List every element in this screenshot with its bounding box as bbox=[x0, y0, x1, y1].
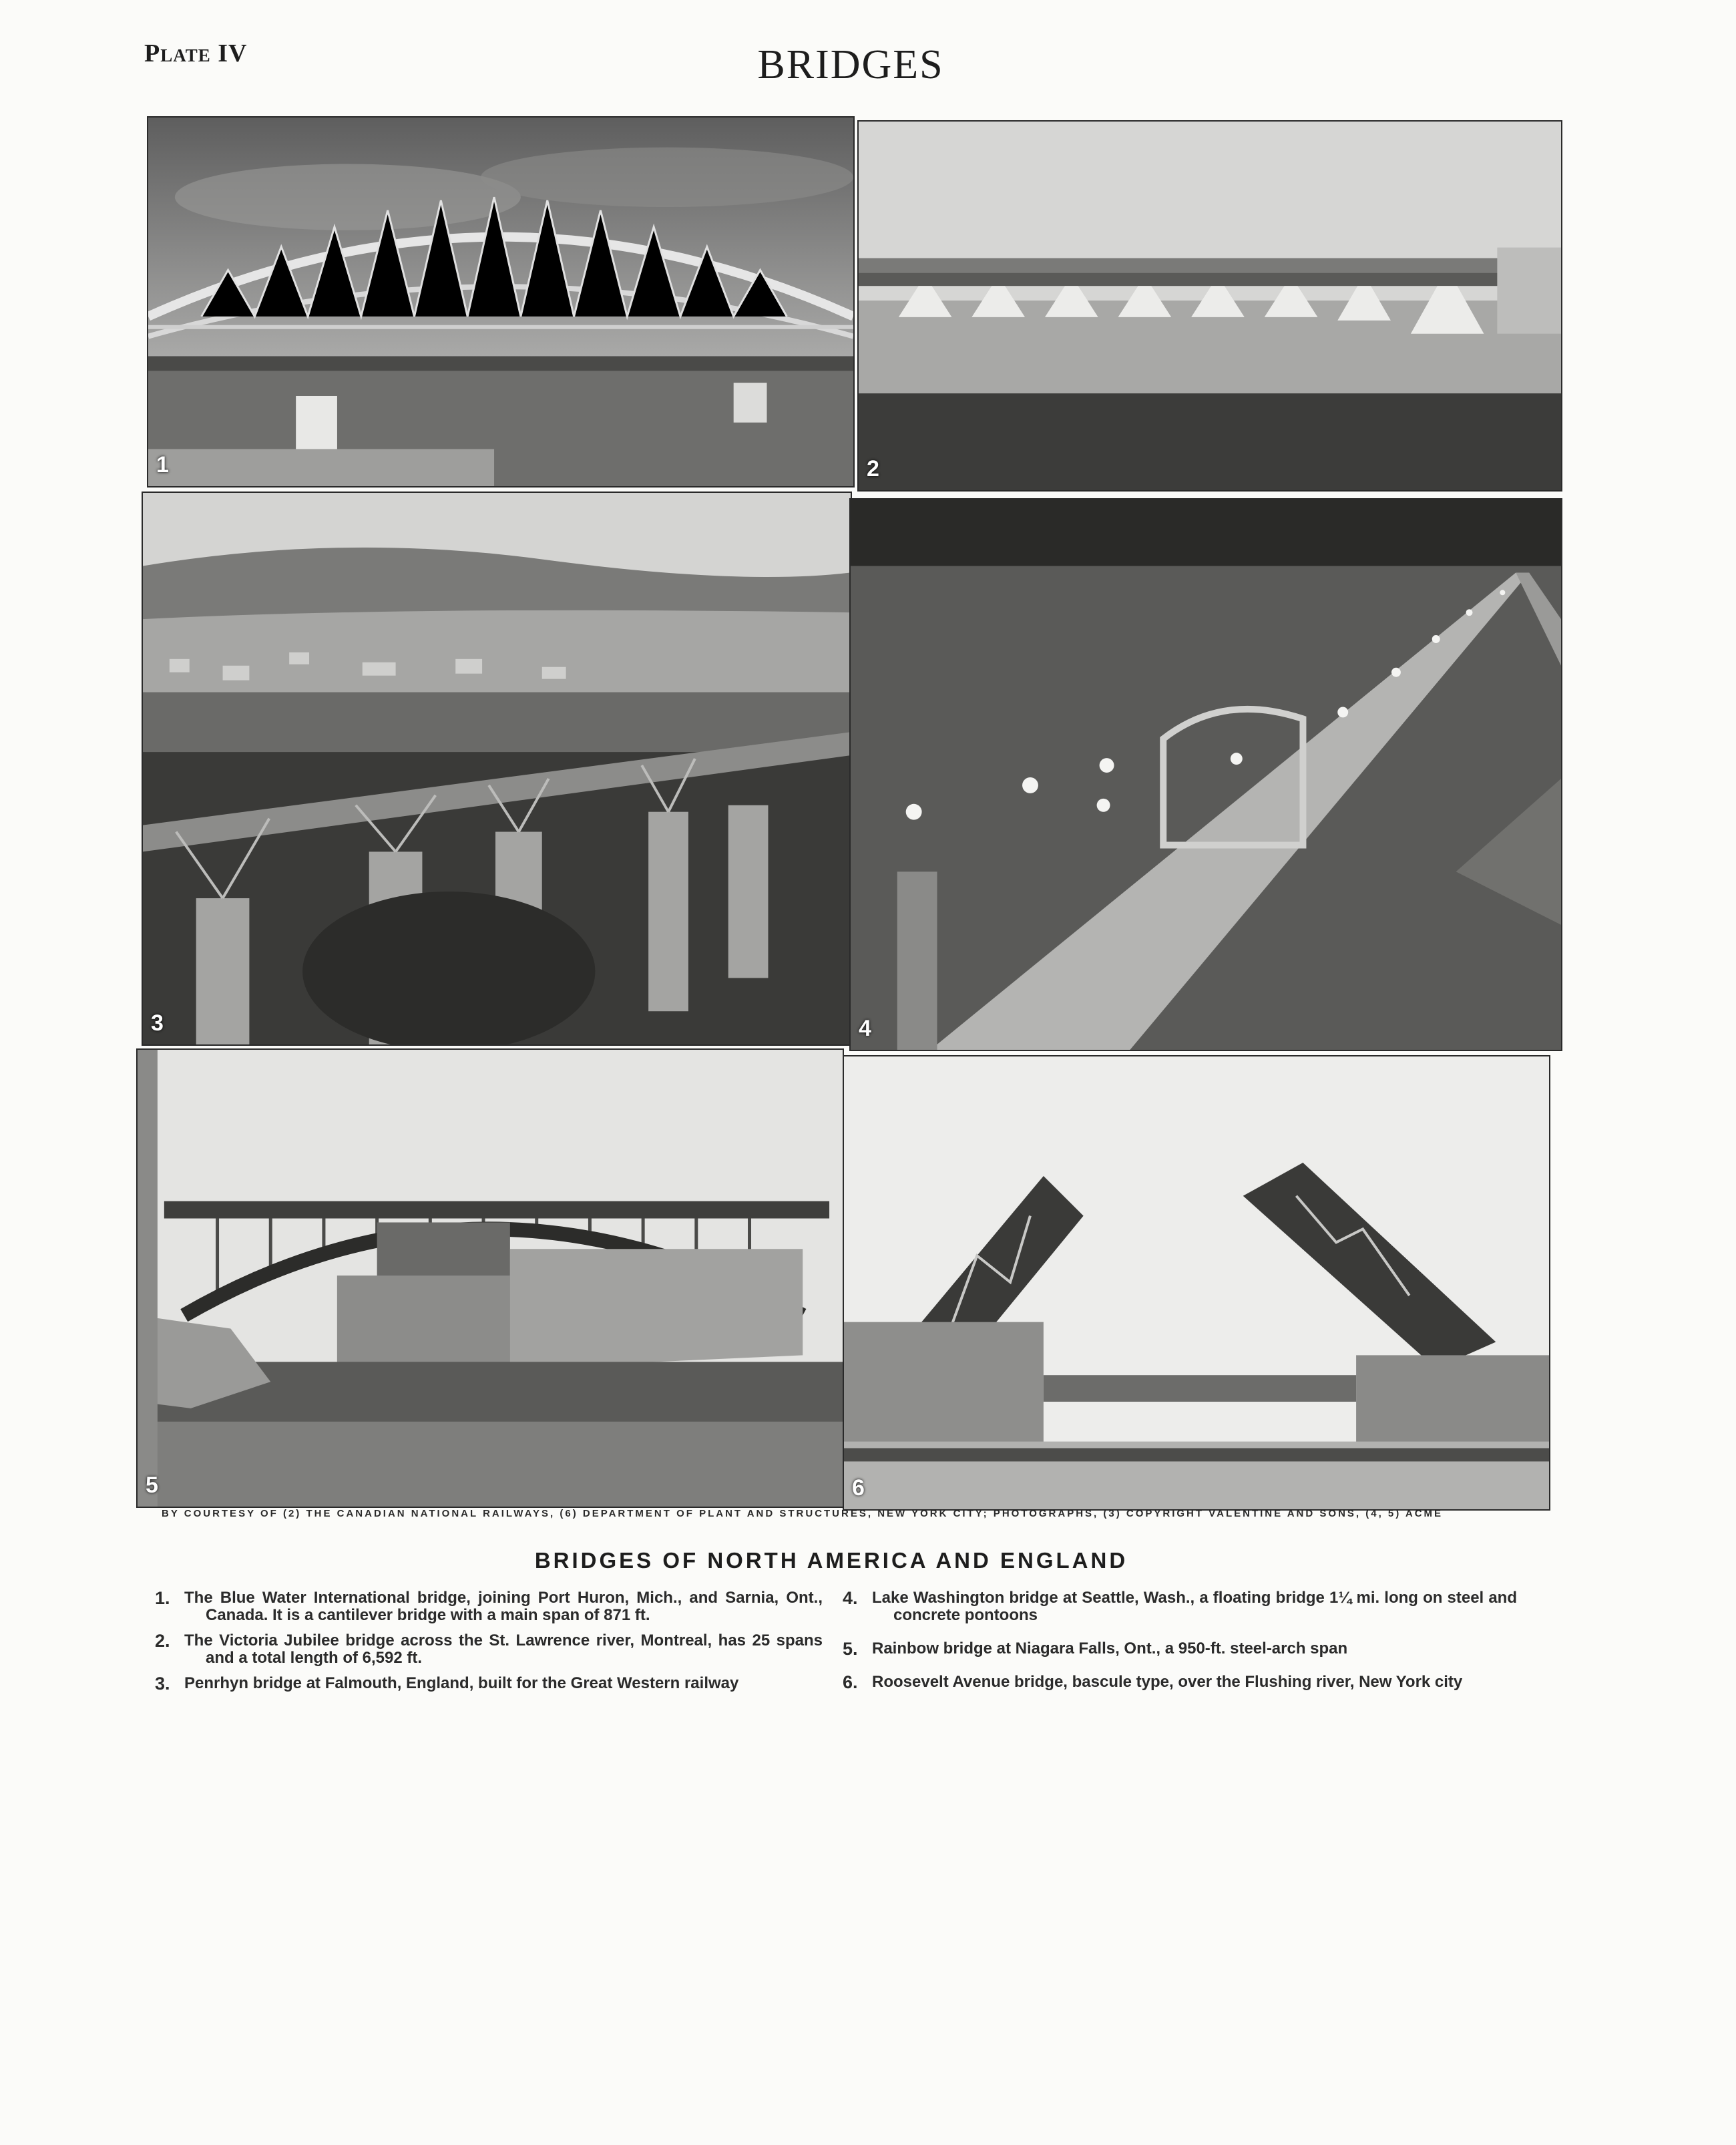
caption-number: 1. bbox=[155, 1588, 170, 1608]
caption-5 bbox=[843, 1640, 1517, 1658]
page-title: BRIDGES bbox=[757, 42, 944, 87]
photo-number: 4 bbox=[859, 1016, 871, 1041]
photo-number: 5 bbox=[146, 1473, 158, 1498]
caption-number: 4. bbox=[843, 1588, 858, 1608]
photo-number: 6 bbox=[852, 1475, 865, 1501]
caption-text: Penrhyn bridge at Falmouth, England, built for the Great Western railway bbox=[184, 1674, 739, 1692]
photo-2-victoria-jubilee-bridge bbox=[857, 120, 1562, 492]
caption-text: Lake Washington bridge at Seattle, Wash., a floating bridge 1¼ mi. long on steel and concrete pontoons bbox=[872, 1589, 1517, 1624]
photo-number: 1 bbox=[156, 452, 169, 477]
section-title: BRIDGES OF NORTH AMERICA AND ENGLAND bbox=[534, 1548, 1128, 1573]
photo-6-roosevelt-avenue-bridge bbox=[843, 1055, 1550, 1511]
caption-number: 3. bbox=[155, 1674, 170, 1694]
photo-number: 2 bbox=[867, 456, 879, 481]
caption-number: 6. bbox=[843, 1672, 858, 1692]
photo-5-rainbow-bridge bbox=[136, 1048, 844, 1508]
caption-text: The Victoria Jubilee bridge across the St. Lawrence river, Montreal, has 25 spans and a total length of 6,592 ft. bbox=[184, 1631, 823, 1667]
captions-left-column bbox=[155, 1589, 823, 1700]
caption-number: 2. bbox=[155, 1631, 170, 1651]
caption-text: Rainbow bridge at Niagara Falls, Ont., a 950-ft. steel-arch span bbox=[872, 1639, 1348, 1658]
photo-credits: BY COURTESY OF (2) THE CANADIAN NATIONAL RAILWAYS, (6) DEPARTMENT OF PLANT AND STRUCTURES, NEW YORK CITY; PHOTOGRAPHS, (3) COPYRIGHT VALENTINE AND SONS, (4, 5) ACME bbox=[162, 1508, 1444, 1519]
captions-right-column bbox=[843, 1589, 1517, 1699]
caption-3 bbox=[155, 1675, 823, 1692]
photo-number: 3 bbox=[151, 1010, 164, 1036]
caption-1 bbox=[155, 1589, 823, 1624]
caption-text: The Blue Water International bridge, joining Port Huron, Mich., and Sarnia, Ont., Canada. It is a cantilever bridge with a main span of 871 ft. bbox=[184, 1589, 823, 1624]
photo-4-lake-washington-bridge bbox=[849, 498, 1562, 1051]
photo-3-penrhyn-bridge bbox=[142, 492, 852, 1046]
caption-text: Roosevelt Avenue bridge, bascule type, over the Flushing river, New York city bbox=[872, 1673, 1463, 1691]
caption-number: 5. bbox=[843, 1639, 858, 1659]
caption-4 bbox=[843, 1589, 1517, 1624]
photo-1-blue-water-bridge bbox=[147, 116, 855, 488]
caption-2 bbox=[155, 1632, 823, 1667]
caption-6 bbox=[843, 1674, 1517, 1691]
plate-label: Plate IV bbox=[144, 39, 248, 67]
